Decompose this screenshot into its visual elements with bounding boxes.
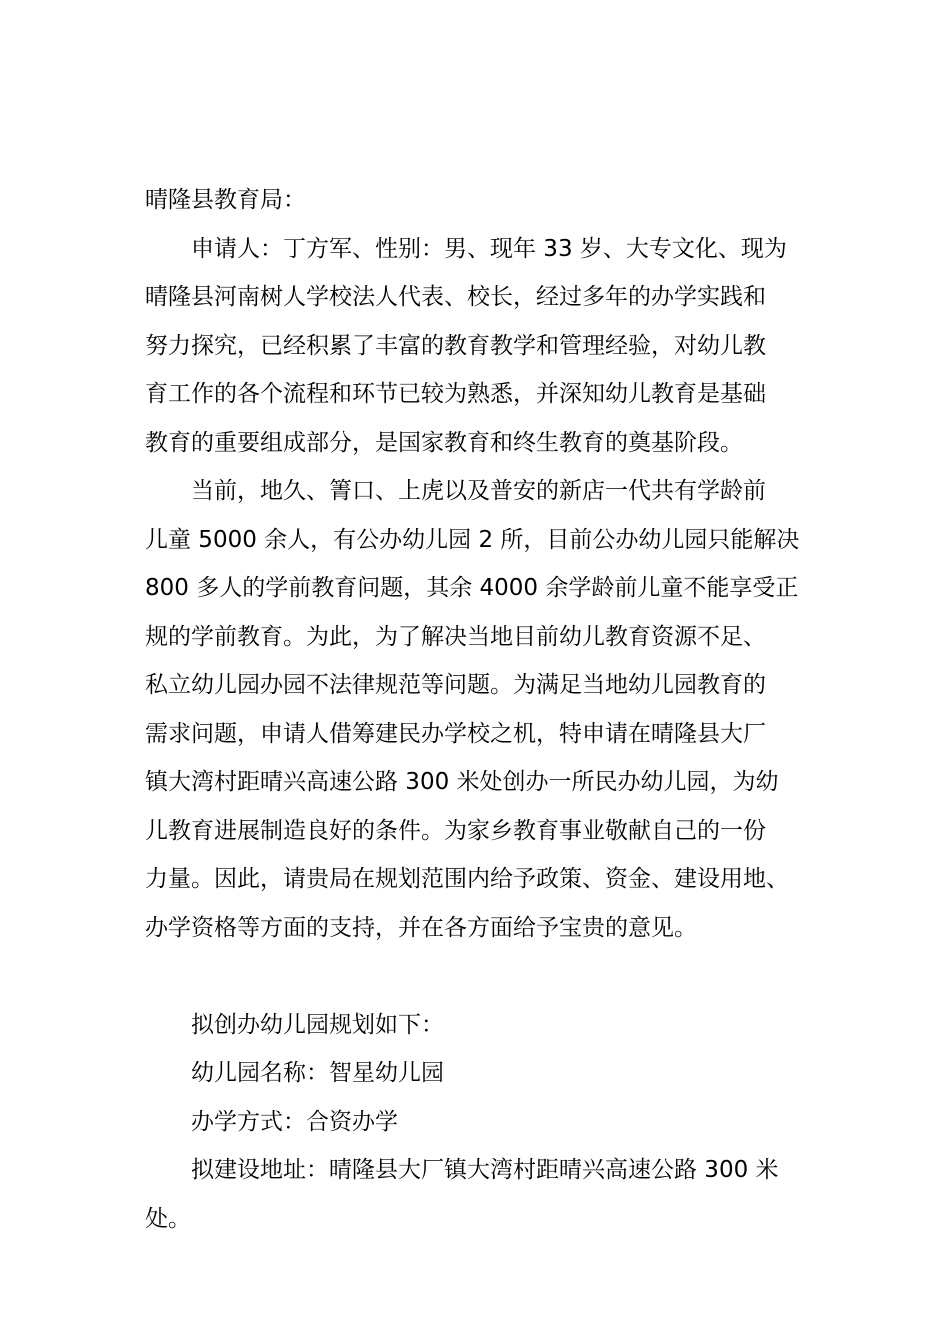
paragraph-background <box>145 467 810 1001</box>
paragraph-kindergarten-name <box>145 1049 810 1098</box>
text-line: 拟创办幼儿园规划如下： <box>191 1011 444 1038</box>
text-line: 晴隆县河南树人学校法人代表、校长，经过多年的办学实践和 <box>145 284 766 310</box>
text-line: 申请人：丁方军、性别：男、现年 33 岁、大专文化、现为 <box>191 235 787 262</box>
text-line: 教育的重要组成部分，是国家教育和终生教育的奠基阶段。 <box>145 429 743 456</box>
text-line: 需求问题，申请人借筹建民办学校之机，特申请在晴隆县大厂 <box>145 720 766 747</box>
text-line: 育工作的各个流程和环节已较为熟悉，并深知幼儿教育是基础 <box>145 381 766 407</box>
document-body <box>145 176 810 1243</box>
text-line: 儿童 5000 余人，有公办幼儿园 2 所，目前公办幼儿园只能解决 <box>145 526 800 553</box>
text-line: 儿教育进展制造良好的条件。为家乡教育事业敬献自己的一份 <box>145 817 766 844</box>
paragraph-school-mode <box>145 1098 810 1147</box>
text-line: 镇大湾村距晴兴高速公路 300 米处创办一所民办幼儿园，为幼 <box>145 769 779 795</box>
paragraph-plan-intro <box>145 1001 810 1050</box>
paragraph-applicant <box>145 225 810 468</box>
text-line: 拟建设地址：晴隆县大厂镇大湾村距晴兴高速公路 300 米 <box>191 1157 779 1183</box>
text-line: 努力探究，已经积累了丰富的教育教学和管理经验，对幼儿教 <box>145 332 766 359</box>
paragraph-address <box>145 1146 810 1243</box>
text-line: 幼儿园名称：智星幼儿园 <box>191 1060 444 1086</box>
text-line: 力量。因此，请贵局在规划范围内给予政策、资金、建设用地、 <box>145 866 789 892</box>
text-line: 办学资格等方面的支持，并在各方面给予宝贵的意见。 <box>145 914 697 941</box>
text-line: 800 多人的学前教育问题，其余 4000 余学龄前儿童不能享受正 <box>145 575 799 601</box>
text-line: 规的学前教育。为此，为了解决当地目前幼儿教育资源不足、 <box>145 623 766 650</box>
text-line: 当前，地久、箐口、上虎以及普安的新店一代共有学龄前 <box>191 478 766 504</box>
text-line: 处。 <box>145 1205 191 1232</box>
text-line: 办学方式：合资办学 <box>191 1108 398 1135</box>
text-line: 私立幼儿园办园不法律规范等问题。为满足当地幼儿园教育的 <box>145 672 766 698</box>
salutation: 晴隆县教育局： <box>145 187 306 213</box>
text-line <box>145 952 810 1001</box>
